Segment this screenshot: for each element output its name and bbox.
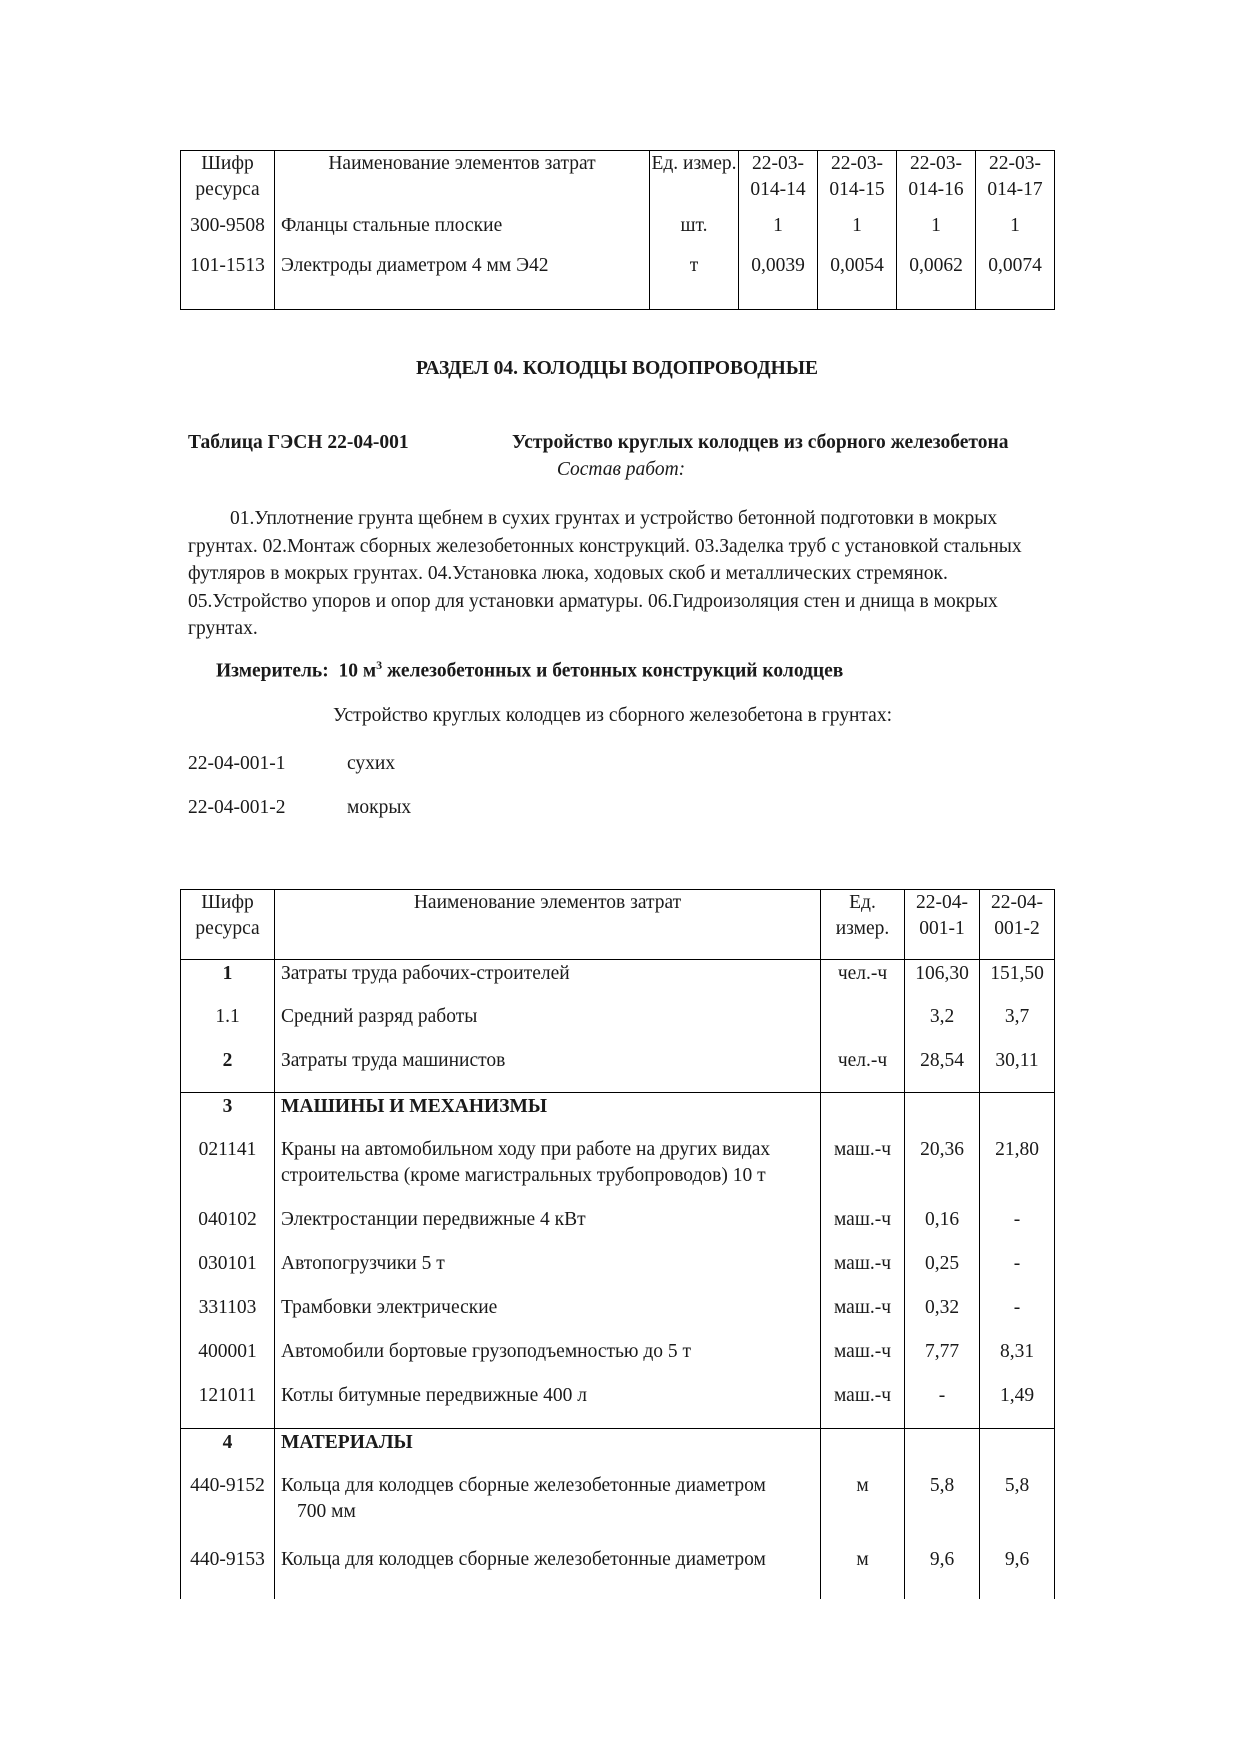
variant-name: мокрых [347, 797, 412, 818]
table-row [181, 1093, 1055, 1137]
row-value: 3,2 [905, 1004, 980, 1048]
row-value [905, 1429, 980, 1473]
row-unit: маш.-ч [821, 1339, 905, 1383]
row-name-line: 700 мм [297, 1500, 356, 1522]
row-value: 0,0074 [976, 249, 1055, 310]
row-unit [821, 1429, 905, 1473]
row-value: 0,16 [905, 1207, 980, 1251]
table-row [181, 1383, 1055, 1429]
row-name: Кольца для колодцев сборные железобетонные диаметром [275, 1547, 821, 1599]
row-code: 030101 [181, 1251, 275, 1295]
table-row [181, 249, 1055, 310]
resource-table-main [180, 889, 1055, 1599]
table-header-row [181, 890, 1055, 960]
table-row [181, 1004, 1055, 1048]
row-value: 1 [976, 205, 1055, 249]
row-value: 28,54 [905, 1048, 980, 1093]
row-unit: маш.-ч [821, 1251, 905, 1295]
row-code: 1 [181, 960, 275, 1004]
row-value: - [980, 1251, 1055, 1295]
row-value: 1 [739, 205, 818, 249]
row-name: Средний разряд работы [275, 1004, 821, 1048]
header-col-1: 22-04-001-1 [905, 890, 980, 960]
row-unit: маш.-ч [821, 1137, 905, 1207]
table-row [181, 1251, 1055, 1295]
works-description: 01.Уплотнение грунта щебнем в сухих грунтах и устройство бетонной подготовки в мокрых грунтах. 02.Монтаж сборных железобетонных конструкций. 03.Заделка труб с установкой стальных футляров в мокрых грунтах. 04.Установка люка, ходовых скоб и металлических стремянок. 05.Устройство упоров и опор для установки арматуры. 06.Гидроизоляция стен и днища в мокрых грунтах. [188, 508, 1022, 639]
row-code: 101-1513 [181, 249, 275, 310]
row-name: Электроды диаметром 4 мм Э42 [275, 249, 650, 310]
row-code: 440-9153 [181, 1547, 275, 1599]
row-value: 3,7 [980, 1004, 1055, 1048]
meter-exponent: 3 [376, 658, 383, 672]
row-value: - [980, 1207, 1055, 1251]
section-title: РАЗДЕЛ 04. КОЛОДЦЫ ВОДОПРОВОДНЫЕ [416, 358, 818, 379]
row-code: 040102 [181, 1207, 275, 1251]
row-value [980, 1429, 1055, 1473]
row-name: Затраты труда машинистов [275, 1048, 821, 1093]
meter-description: железобетонных и бетонных конструкций колодцев [382, 660, 844, 682]
header-col-4: 22-03-014-17 [976, 151, 1055, 205]
row-value: 0,0039 [739, 249, 818, 310]
row-unit: м [821, 1547, 905, 1599]
row-name: Котлы битумные передвижные 400 л [275, 1383, 821, 1429]
row-name: Затраты труда рабочих-строителей [275, 960, 821, 1004]
row-name-line: строительства (кроме магистральных трубопроводов) 10 т [281, 1164, 766, 1186]
header-code: Шифр ресурса [181, 890, 275, 960]
row-unit: чел.-ч [821, 1048, 905, 1093]
row-value [905, 1093, 980, 1137]
meter-value: 10 м [338, 660, 377, 682]
table-row [181, 1547, 1055, 1599]
row-group-title: МАТЕРИАЛЫ [275, 1429, 821, 1473]
row-value: 1 [818, 205, 897, 249]
row-code: 331103 [181, 1295, 275, 1339]
row-name: Электростанции передвижные 4 кВт [275, 1207, 821, 1251]
row-name-line: Кольца для колодцев сборные железобетонные диаметром [281, 1474, 766, 1496]
row-unit: чел.-ч [821, 960, 905, 1004]
row-code: 121011 [181, 1383, 275, 1429]
row-name: Автомобили бортовые грузоподъемностью до 5 т [275, 1339, 821, 1383]
row-unit: маш.-ч [821, 1207, 905, 1251]
table-row [181, 205, 1055, 249]
header-col-1: 22-03-014-14 [739, 151, 818, 205]
header-unit: Ед. измер. [650, 151, 739, 205]
table-row [181, 1339, 1055, 1383]
row-name: Автопогрузчики 5 т [275, 1251, 821, 1295]
row-code: 440-9152 [181, 1473, 275, 1547]
row-unit [821, 1004, 905, 1048]
row-code: 2 [181, 1048, 275, 1093]
row-value: 0,25 [905, 1251, 980, 1295]
header-col-2: 22-04-001-2 [980, 890, 1055, 960]
header-code: Шифр ресурса [181, 151, 275, 205]
header-col-2: 22-03-014-15 [818, 151, 897, 205]
row-unit [821, 1093, 905, 1137]
variant-code: 22-04-001-1 [188, 753, 286, 774]
row-value: 0,0062 [897, 249, 976, 310]
row-unit: шт. [650, 205, 739, 249]
table-row [181, 1048, 1055, 1093]
row-value: 9,6 [980, 1547, 1055, 1599]
row-code: 400001 [181, 1339, 275, 1383]
table-header-row [181, 151, 1055, 205]
row-value [980, 1093, 1055, 1137]
row-value: 9,6 [905, 1547, 980, 1599]
row-value: 30,11 [980, 1048, 1055, 1093]
header-unit: Ед. измер. [821, 890, 905, 960]
resource-table-top [180, 150, 1055, 310]
row-name-line: Краны на автомобильном ходу при работе на других видах [281, 1138, 771, 1160]
row-value: 0,32 [905, 1295, 980, 1339]
header-name: Наименование элементов затрат [275, 151, 650, 205]
row-value: 0,0054 [818, 249, 897, 310]
table-row [181, 1429, 1055, 1473]
row-name [275, 1473, 821, 1547]
row-code: 1.1 [181, 1004, 275, 1048]
header-name: Наименование элементов затрат [275, 890, 821, 960]
row-value: 7,77 [905, 1339, 980, 1383]
table-title: Устройство круглых колодцев из сборного железобетона [512, 432, 1009, 453]
row-name: Фланцы стальные плоские [275, 205, 650, 249]
table-row [181, 1137, 1055, 1207]
row-value: 21,80 [980, 1137, 1055, 1207]
row-code: 021141 [181, 1137, 275, 1207]
table-row [181, 960, 1055, 1004]
row-unit: маш.-ч [821, 1295, 905, 1339]
table-row [181, 1473, 1055, 1547]
table-label: Таблица ГЭСН 22-04-001 [188, 432, 409, 453]
row-value: 8,31 [980, 1339, 1055, 1383]
table-row [181, 1207, 1055, 1251]
row-value: 20,36 [905, 1137, 980, 1207]
variant-code: 22-04-001-2 [188, 797, 286, 818]
row-value: 5,8 [980, 1473, 1055, 1547]
row-code: 300-9508 [181, 205, 275, 249]
row-value: 1,49 [980, 1383, 1055, 1429]
row-value: 1 [897, 205, 976, 249]
row-name [275, 1137, 821, 1207]
meter-label: Измеритель: [216, 660, 329, 682]
row-unit: т [650, 249, 739, 310]
row-value: 151,50 [980, 960, 1055, 1004]
row-unit: маш.-ч [821, 1383, 905, 1429]
row-group-title: МАШИНЫ И МЕХАНИЗМЫ [275, 1093, 821, 1137]
row-value: 106,30 [905, 960, 980, 1004]
works-heading: Состав работ: [556, 459, 686, 480]
row-name: Трамбовки электрические [275, 1295, 821, 1339]
table-row [181, 1295, 1055, 1339]
row-value: - [980, 1295, 1055, 1339]
row-value: - [905, 1383, 980, 1429]
subtitle: Устройство круглых колодцев из сборного железобетона в грунтах: [333, 705, 892, 726]
meter-line [216, 658, 843, 683]
header-col-3: 22-03-014-16 [897, 151, 976, 205]
row-code: 4 [181, 1429, 275, 1473]
row-unit: м [821, 1473, 905, 1547]
variant-name: сухих [347, 753, 396, 774]
row-value: 5,8 [905, 1473, 980, 1547]
row-code: 3 [181, 1093, 275, 1137]
